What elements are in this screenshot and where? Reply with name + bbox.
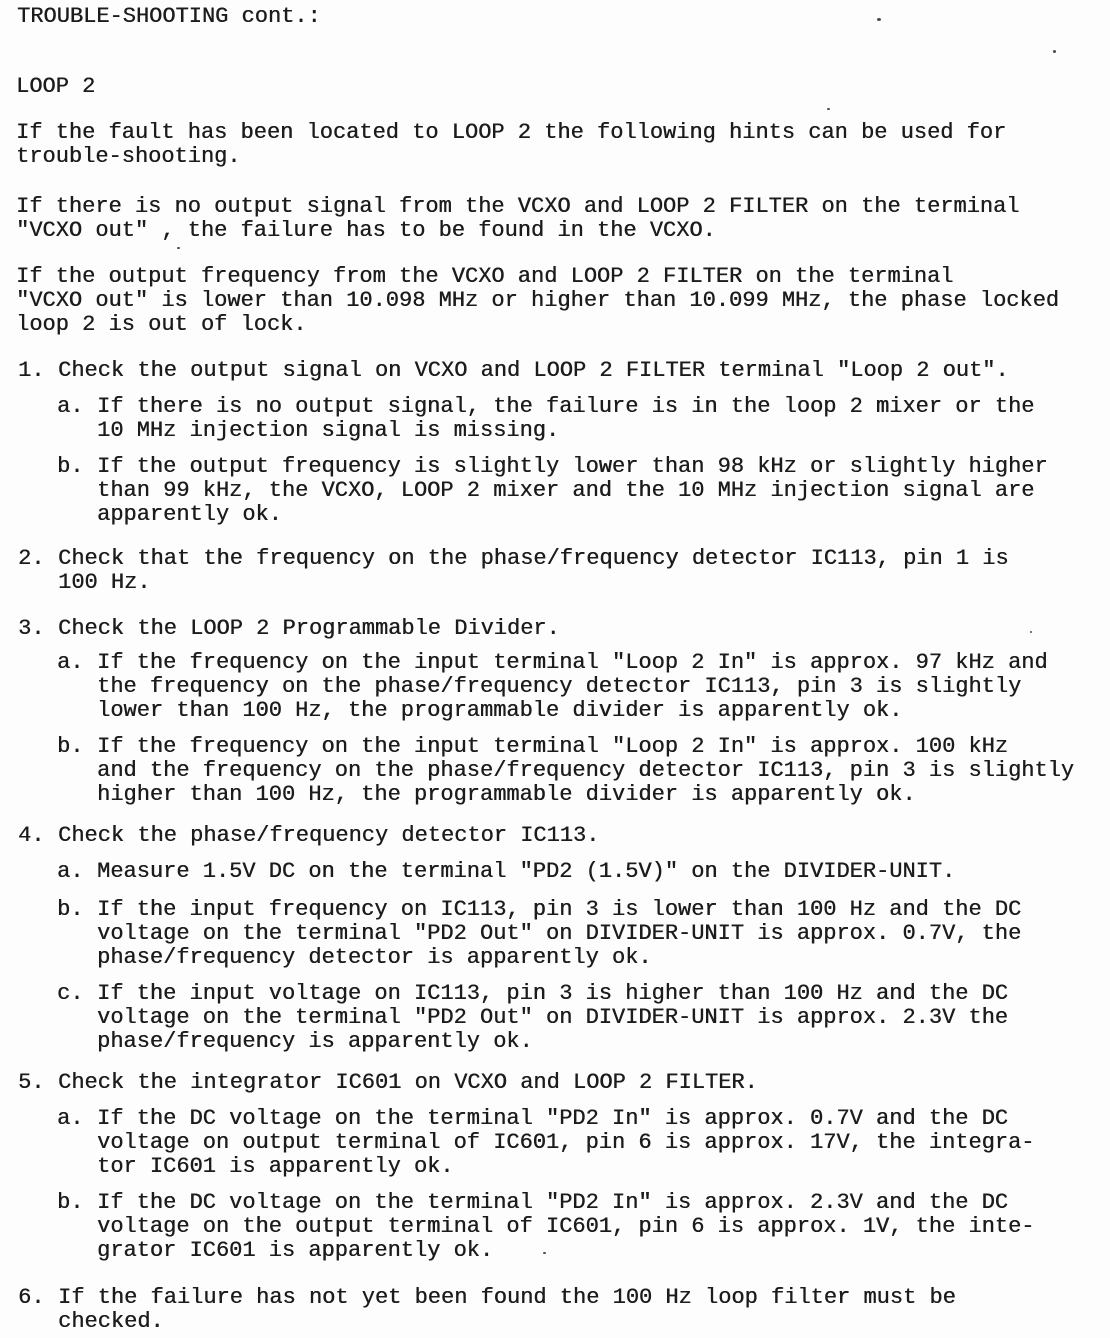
step-item [18, 359, 1110, 383]
step-number: 5. [18, 1070, 45, 1095]
substep-item [57, 395, 1110, 443]
step-line: Check the LOOP 2 Programmable Divider. [58, 616, 560, 641]
step-content [58, 359, 1009, 383]
substep-line: apparently ok. [97, 502, 282, 527]
step-number: 2. [18, 546, 45, 571]
substep-line: Measure 1.5V DC on the terminal "PD2 (1.5V)" on the DIVIDER-UNIT. [97, 859, 956, 884]
step-content [58, 1286, 956, 1334]
substep-letter: a. [57, 650, 84, 675]
scan-artifact-dot [543, 1252, 546, 1254]
substep-content [97, 1107, 1034, 1179]
substep-line: tor IC601 is apparently ok. [97, 1154, 454, 1179]
substep-item [57, 735, 1110, 807]
step-content [58, 547, 1009, 595]
paragraph-line: "VCXO out" , the failure has to be found in the VCXO. [16, 218, 716, 243]
paragraph-line: "VCXO out" is lower than 10.098 MHz or higher than 10.099 MHz, the phase locked [16, 288, 1059, 313]
substep-item [57, 982, 1110, 1054]
step-line: Check the output signal on VCXO and LOOP 2 FILTER terminal "Loop 2 out". [58, 358, 1009, 383]
step-item [18, 547, 1110, 595]
scan-artifact-dot [177, 247, 180, 249]
substep-letter: a. [57, 1106, 84, 1131]
substep-line: If the input voltage on IC113, pin 3 is higher than 100 Hz and the DC [97, 981, 1008, 1006]
substep-line: than 99 kHz, the VCXO, LOOP 2 mixer and the 10 MHz injection signal are [97, 478, 1035, 503]
paragraph [16, 121, 1110, 169]
substep-content [97, 982, 1008, 1054]
substep-line: If the frequency on the input terminal "Loop 2 In" is approx. 97 kHz and [97, 650, 1048, 675]
substep-item [57, 1107, 1110, 1179]
scan-artifact-dot [1053, 50, 1056, 53]
step-item [18, 824, 1110, 848]
paragraph-line: trouble-shooting. [16, 144, 241, 169]
scan-artifact-dot [827, 108, 830, 110]
paragraph-line: If the fault has been located to LOOP 2 the following hints can be used for [16, 120, 1007, 145]
substep-line: voltage on the terminal "PD2 Out" on DIVIDER-UNIT is approx. 2.3V the [97, 1005, 1008, 1030]
substep-line: lower than 100 Hz, the programmable divider is apparently ok. [97, 698, 903, 723]
step-line: If the failure has not yet been found the 100 Hz loop filter must be [58, 1285, 956, 1310]
paragraph-line: If there is no output signal from the VCXO and LOOP 2 FILTER on the terminal [16, 194, 1020, 219]
substep-line: voltage on output terminal of IC601, pin 6 is approx. 17V, the integra- [97, 1130, 1035, 1155]
scan-artifact-dot [877, 18, 881, 21]
step-item [18, 1071, 1110, 1095]
step-content [58, 1071, 758, 1095]
substep-line: grator IC601 is apparently ok. [97, 1238, 494, 1263]
paragraph-line: If the output frequency from the VCXO and LOOP 2 FILTER on the terminal [16, 264, 954, 289]
doc-title-text: TROUBLE-SHOOTING cont.: [17, 4, 321, 29]
substep-line: 10 MHz injection signal is missing. [97, 418, 560, 443]
step-item [18, 1286, 1110, 1334]
scan-artifact-dot [1030, 631, 1032, 633]
substep-line: If the output frequency is slightly lower than 98 kHz or slightly higher [97, 454, 1048, 479]
substep-content [97, 455, 1048, 527]
substep-letter: c. [57, 981, 84, 1006]
substep-letter: a. [57, 859, 84, 884]
step-number: 3. [18, 616, 45, 641]
substep-item [57, 898, 1110, 970]
step-line: Check that the frequency on the phase/frequency detector IC113, pin 1 is [58, 546, 1009, 571]
section-heading [16, 75, 1110, 99]
substep-line: and the frequency on the phase/frequency detector IC113, pin 3 is slightly [97, 758, 1074, 783]
substep-item [57, 455, 1110, 527]
paragraph [16, 195, 1110, 243]
step-number: 4. [18, 823, 45, 848]
substep-line: voltage on the output terminal of IC601, pin 6 is approx. 1V, the inte- [97, 1214, 1035, 1239]
substep-line: phase/frequency detector is apparently ok. [97, 945, 652, 970]
step-number: 1. [18, 358, 45, 383]
substep-line: If the DC voltage on the terminal "PD2 In" is approx. 2.3V and the DC [97, 1190, 1008, 1215]
substep-letter: b. [57, 734, 84, 759]
substep-content [97, 651, 1048, 723]
paragraph-line: loop 2 is out of lock. [16, 312, 307, 337]
substep-letter: b. [57, 1190, 84, 1215]
substep-content [97, 898, 1021, 970]
doc-title [17, 5, 1110, 29]
substep-content [97, 1191, 1034, 1263]
step-item [18, 617, 1110, 641]
substep-line: If there is no output signal, the failure is in the loop 2 mixer or the [97, 394, 1035, 419]
step-number: 6. [18, 1285, 45, 1310]
substep-line: voltage on the terminal "PD2 Out" on DIVIDER-UNIT is approx. 0.7V, the [97, 921, 1022, 946]
substep-line: If the input frequency on IC113, pin 3 is lower than 100 Hz and the DC [97, 897, 1022, 922]
step-line: Check the integrator IC601 on VCXO and LOOP 2 FILTER. [58, 1070, 758, 1095]
step-line: checked. [58, 1309, 164, 1334]
substep-item [57, 1191, 1110, 1263]
substep-line: the frequency on the phase/frequency detector IC113, pin 3 is slightly [97, 674, 1022, 699]
substep-letter: b. [57, 454, 84, 479]
step-line: Check the phase/frequency detector IC113. [58, 823, 600, 848]
substep-content [97, 735, 1074, 807]
section-heading-text: LOOP 2 [16, 74, 96, 99]
substep-letter: a. [57, 394, 84, 419]
substep-line: higher than 100 Hz, the programmable divider is apparently ok. [97, 782, 916, 807]
substep-item [57, 651, 1110, 723]
substep-line: phase/frequency is apparently ok. [97, 1029, 533, 1054]
step-content [58, 617, 560, 641]
substep-content [97, 860, 955, 884]
substep-item [57, 860, 1110, 884]
paragraph [16, 265, 1110, 337]
step-line: 100 Hz. [58, 570, 151, 595]
substep-content [97, 395, 1034, 443]
step-content [58, 824, 599, 848]
substep-line: If the frequency on the input terminal "Loop 2 In" is approx. 100 kHz [97, 734, 1008, 759]
substep-letter: b. [57, 897, 84, 922]
substep-line: If the DC voltage on the terminal "PD2 In" is approx. 0.7V and the DC [97, 1106, 1008, 1131]
